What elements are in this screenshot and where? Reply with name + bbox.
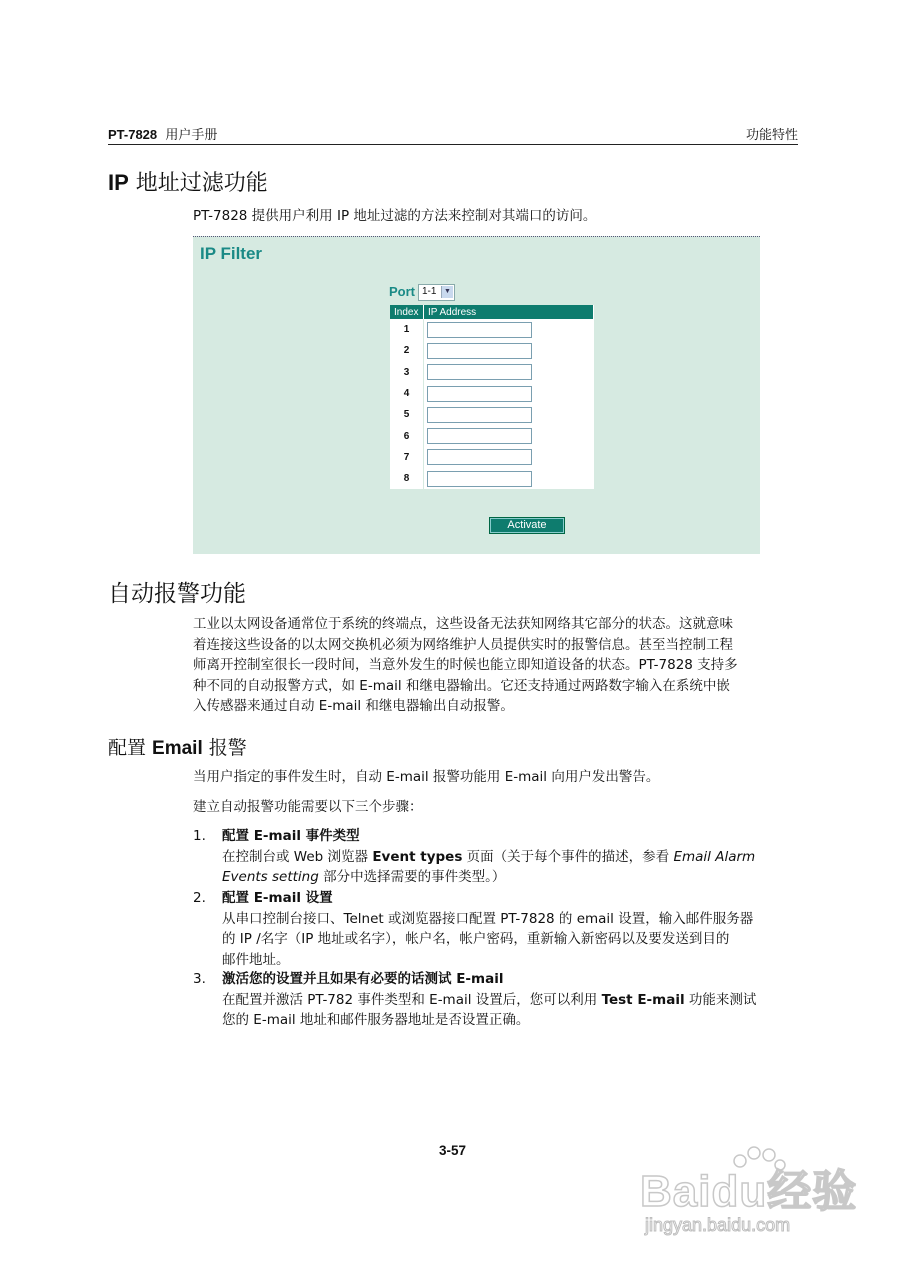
body-line: 着连接这些设备的以太网交换机必须为网络维护人员提供实时的报警信息。甚至当控制工程 — [193, 636, 733, 653]
ip-address-input-8[interactable] — [427, 471, 532, 487]
row-index: 4 — [390, 383, 424, 404]
body-line: 工业以太网设备通常位于系统的终端点，这些设备无法获知网络其它部分的状态。这就意味 — [193, 616, 733, 632]
step-italic: Email Alarm — [673, 848, 756, 865]
row-index: 5 — [390, 404, 424, 425]
step-number: 1. — [193, 828, 206, 844]
watermark-url: jingyan.baidu.com — [645, 1215, 791, 1235]
step-line: 邮件地址。 — [222, 951, 290, 968]
auto-alarm-body — [193, 614, 799, 717]
section-title-ip-filter — [108, 166, 268, 197]
step-2 — [193, 888, 799, 970]
step-heading: 配置 E-mail 设置 — [222, 890, 333, 906]
row-index: 6 — [390, 425, 424, 446]
title-post: 报警 — [202, 737, 247, 759]
column-header-ip-address: IP Address — [424, 305, 594, 319]
row-index: 2 — [390, 340, 424, 361]
body-line: 种不同的自动报警方式，如 E-mail 和继电器输出。它还支持通过两路数字输入在系统中嵌 — [193, 677, 730, 694]
email-alarm-para-2: 建立自动报警功能需要以下三个步骤： — [193, 799, 423, 815]
step-text: 部分中选择需要的事件类型。） — [318, 869, 506, 885]
step-text: 功能来测试 — [684, 991, 757, 1008]
table-row — [390, 383, 594, 404]
ip-address-input-6[interactable] — [427, 428, 532, 444]
ip-filter-title: IP Filter — [200, 244, 263, 263]
step-text: 在控制台或 Web 浏览器 — [222, 848, 373, 865]
step-line — [222, 990, 799, 1011]
ip-filter-panel — [193, 236, 760, 554]
table-row — [390, 319, 594, 340]
port-label: Port — [389, 284, 415, 299]
table-row — [390, 468, 594, 489]
body-line: 师离开控制室很长一段时间，当意外发生的时候也能立即知道设备的状态。PT-7828 支持多 — [193, 657, 738, 673]
header-left — [108, 124, 217, 143]
step-bold: Event types — [372, 848, 463, 865]
table-row — [390, 362, 594, 383]
step-number: 3. — [193, 971, 206, 987]
step-text: 页面（关于每个事件的描述，参看 — [462, 848, 674, 865]
title-pre: 配置 — [108, 737, 153, 759]
header-manual: 用户手册 — [165, 128, 218, 143]
ip-address-input-7[interactable] — [427, 449, 532, 465]
row-index: 1 — [390, 319, 424, 340]
row-index: 8 — [390, 468, 424, 489]
section-title-auto-alarm: 自动报警功能 — [108, 581, 246, 607]
step-bold: Test E-mail — [601, 991, 685, 1008]
table-row — [390, 404, 594, 425]
header-product: PT-7828 — [108, 127, 158, 142]
ip-filter-intro: PT-7828 提供用户利用 IP 地址过滤的方法来控制对其端口的访问。 — [193, 208, 597, 224]
port-select-value: 1-1 — [422, 286, 437, 297]
step-line: 您的 E-mail 地址和邮件服务器地址是否设置正确。 — [222, 1012, 530, 1028]
table-row — [390, 447, 594, 468]
step-line: 从串口控制台接口、Telnet 或浏览器接口配置 PT-7828 的 email 设置，输入邮件服务器 — [222, 910, 754, 927]
ip-address-input-2[interactable] — [427, 343, 532, 359]
port-select[interactable] — [418, 284, 455, 301]
step-3 — [193, 969, 799, 1031]
ip-address-input-4[interactable] — [427, 386, 532, 402]
ip-address-input-1[interactable] — [427, 322, 532, 338]
body-line: 入传感器来通过自动 E-mail 和继电器输出自动报警。 — [193, 698, 514, 714]
step-line: 的 IP /名字（IP 地址或名字），帐户名，帐户密码，重新输入新密码以及要发送到目的 — [222, 931, 730, 947]
section-title-email-alarm — [108, 733, 247, 760]
baidu-watermark — [640, 1145, 860, 1245]
step-number: 2. — [193, 890, 206, 906]
step-heading: 激活您的设置并且如果有必要的话测试 E-mail — [222, 971, 504, 987]
step-1 — [193, 826, 799, 888]
activate-button[interactable]: Activate — [489, 517, 565, 534]
row-index: 3 — [390, 362, 424, 383]
title-email: Email — [152, 738, 203, 759]
table-row — [390, 425, 594, 446]
step-italic: Events setting — [222, 869, 319, 885]
step-text: 在配置并激活 PT-782 事件类型和 E-mail 设置后，您可以利用 — [222, 991, 602, 1008]
table-row — [390, 340, 594, 361]
header-right: 功能特性 — [745, 128, 798, 143]
step-body — [222, 847, 799, 888]
title-ip: IP — [108, 170, 129, 195]
step-heading: 配置 E-mail 事件类型 — [222, 828, 360, 844]
chevron-down-icon[interactable]: ▼ — [441, 286, 453, 298]
table-header-row — [390, 305, 594, 319]
page-number: 3-57 — [438, 1143, 467, 1158]
page-header — [108, 124, 798, 145]
ip-address-input-5[interactable] — [427, 407, 532, 423]
email-alarm-para-1: 当用户指定的事件发生时，自动 E-mail 报警功能用 E-mail 向用户发出警告。 — [193, 769, 660, 785]
column-header-index: Index — [390, 305, 424, 319]
ip-address-table — [390, 305, 594, 489]
row-index: 7 — [390, 447, 424, 468]
ip-address-input-3[interactable] — [427, 364, 532, 380]
watermark-brand: Baidu经验 — [640, 1167, 858, 1216]
title-ip-rest: 地址过滤功能 — [128, 171, 268, 196]
